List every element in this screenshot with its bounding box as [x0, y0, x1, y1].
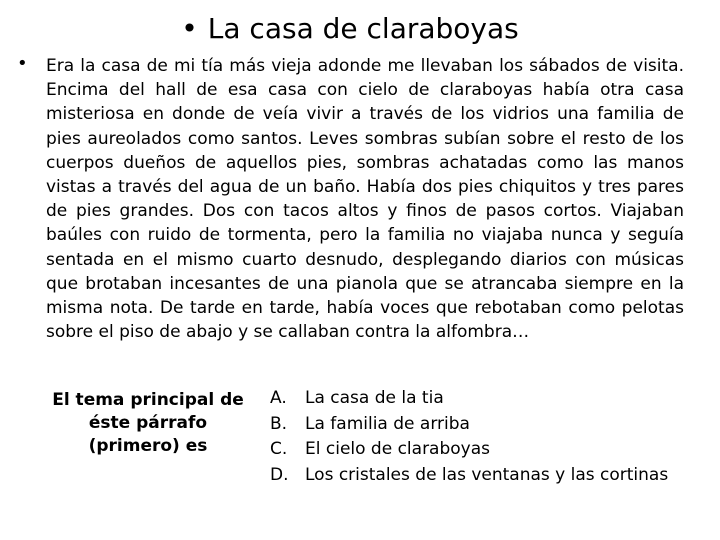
option-text: La casa de la tia [305, 388, 444, 408]
option-letter: C. [270, 439, 288, 459]
story-paragraph: Era la casa de mi tía más vieja adonde me llevaban los sábados de visita. Encima del hall de esa casa con cielo de claraboyas había otra casa misteriosa en donde de veía vivir a través de los vidrios una familia de pies aureolados como santos. Leves sombras subían sobre el resto de los cuerpos dueños de aquellos pies, sombras achatadas como las manos vistas a través del agua de un baño. Había dos pies chiquitos y tres pares de pies grandes. Dos con tacos altos y finos de pasos cortos. Viajaban baúles con ruido de tormenta, pero la familia no viajaba nunca y seguía sentada en el mismo cuarto desnudo, desplegando diarios con músicas que brotaban incesantes de una pianola que se atrancaba siempre en la misma nota. De tarde en tarde, había voces que rebotaban como pelotas sobre el piso de abajo y se callaban contra la alfombra… [46, 56, 684, 343]
option-text: Los cristales de las ventanas y las cortinas [305, 464, 669, 485]
option-letter: A. [270, 388, 287, 408]
title-text: La casa de claraboyas [207, 12, 519, 45]
option-d [270, 463, 720, 489]
option-text: El cielo de claraboyas [305, 439, 490, 459]
title-bullet: • [181, 12, 198, 45]
paragraph-bullet: • [17, 53, 28, 74]
option-a [270, 386, 720, 412]
option-letter: B. [270, 413, 288, 434]
slide-title [0, 12, 700, 46]
option-c [270, 437, 720, 463]
answer-options [270, 386, 720, 488]
option-letter: D. [270, 464, 289, 485]
option-b [270, 412, 720, 438]
question-prompt: El tema principal de éste párrafo (primero) es [52, 390, 244, 456]
option-text: La familia de arriba [305, 413, 470, 434]
